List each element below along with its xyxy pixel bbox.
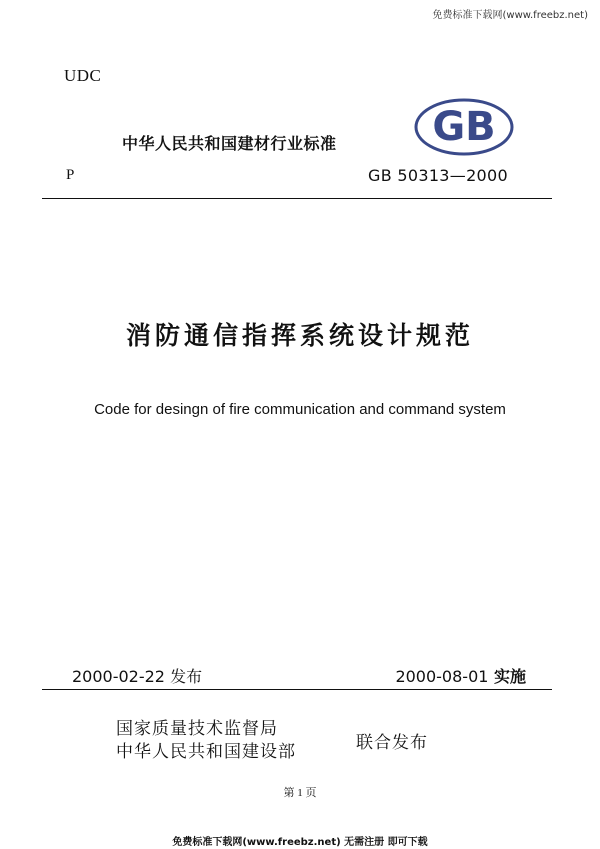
top-divider	[42, 198, 552, 199]
bottom-watermark: 免费标准下载网(www.freebz.net) 无需注册 即可下载	[172, 837, 428, 848]
implementation-label: 实施	[488, 667, 526, 686]
udc-label: UDC	[64, 66, 102, 85]
document-title-english: Code for desingn of fire communication and command system	[94, 401, 506, 418]
gb-logo-icon	[414, 98, 514, 156]
industry-standard-title: 中华人民共和国建材行业标准	[122, 134, 337, 153]
page-number: 第 1 页	[283, 787, 317, 799]
implementation-date	[395, 664, 526, 687]
top-watermark: 免费标准下载网(www.freebz.net)	[432, 10, 588, 21]
logo-text: GB	[432, 104, 496, 150]
category-code: P	[66, 167, 75, 183]
implementation-date-value: 2000-08-01	[395, 667, 489, 686]
joint-publication-label: 联合发布	[356, 733, 428, 753]
issue-date: 2000-02-22 发布	[72, 667, 203, 686]
standard-number: GB 50313—2000	[368, 166, 508, 185]
document-title-chinese: 消防通信指挥系统设计规范	[125, 321, 474, 350]
publisher-dept-1: 国家质量技术监督局	[116, 719, 278, 739]
bottom-divider	[42, 689, 552, 690]
publisher-dept-2: 中华人民共和国建设部	[116, 742, 296, 762]
